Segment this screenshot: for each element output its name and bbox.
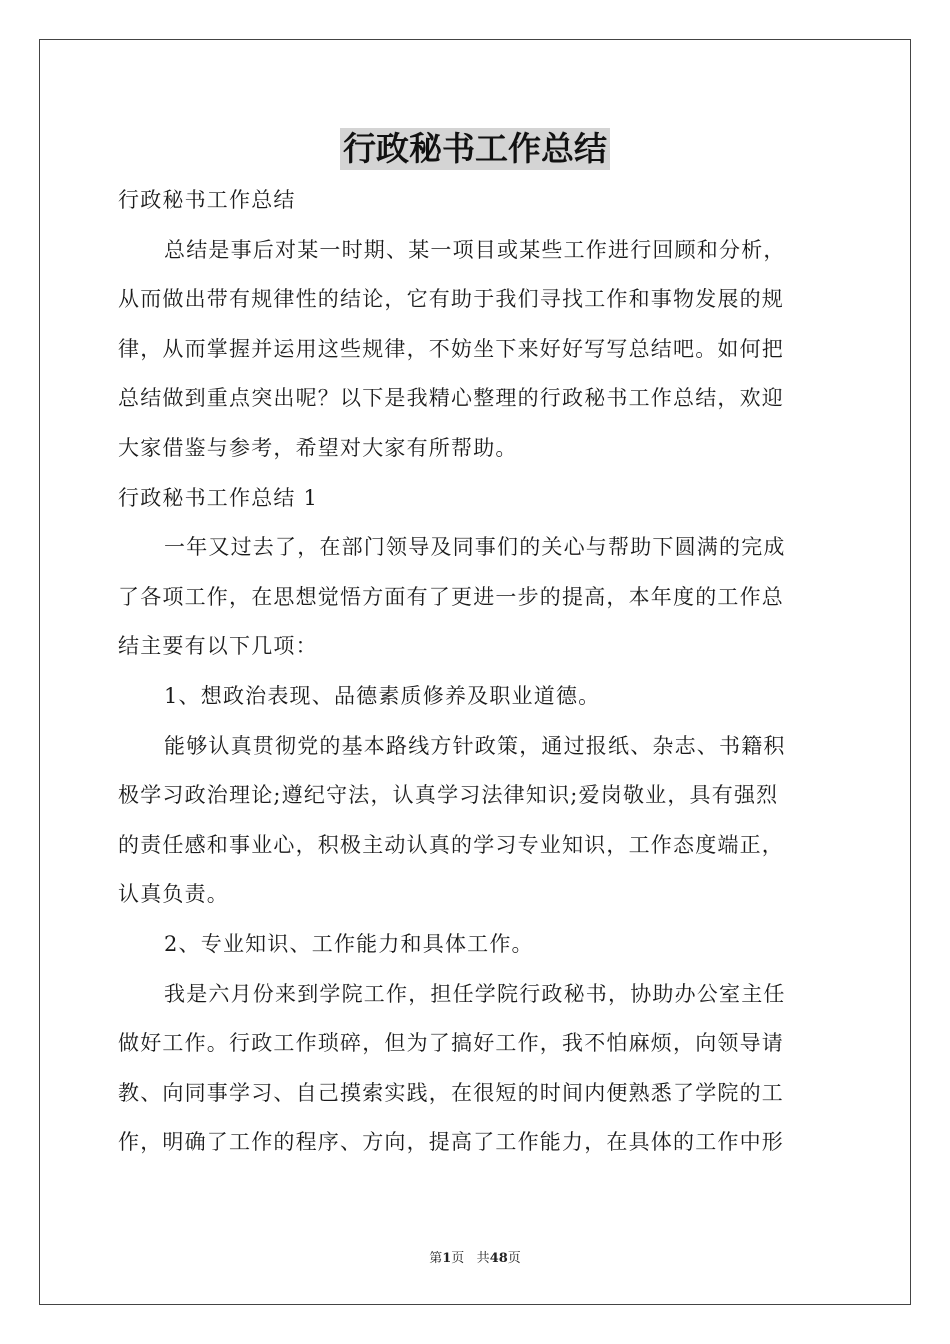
- text-line: 作，明确了工作的程序、方向，提高了工作能力，在具体的工作中形: [118, 1130, 784, 1155]
- item1-paragraph: [118, 722, 834, 920]
- text-line: 极学习政治理论;遵纪守法，认真学习法律知识;爱岗敬业，具有强烈: [118, 783, 779, 808]
- document-subtitle: 行政秘书工作总结: [118, 188, 296, 212]
- document-body: [118, 176, 834, 1168]
- text-line: 能够认真贯彻党的基本路线方针政策，通过报纸、杂志、书籍积: [164, 733, 786, 758]
- intro-paragraph: [118, 226, 834, 474]
- document-title-text: 行政秘书工作总结: [340, 128, 610, 170]
- text-line: 教、向同事学习、自己摸索实践，在很短的时间内便熟悉了学院的工: [118, 1080, 784, 1105]
- page-current: 1: [442, 1251, 452, 1266]
- text-line: 大家借鉴与参考，希望对大家有所帮助。: [118, 435, 518, 460]
- text-line: 认真负责。: [118, 882, 229, 907]
- text-line: 一年又过去了，在部门领导及同事们的关心与帮助下圆满的完成: [164, 535, 786, 560]
- page-total: 48: [489, 1251, 508, 1266]
- text-line: 律，从而掌握并运用这些规律，不妨坐下来好好写写总结吧。如何把: [118, 336, 784, 361]
- page-footer: [0, 1247, 950, 1266]
- total-prefix: 共: [476, 1251, 490, 1266]
- page-prefix: 第: [429, 1251, 443, 1266]
- item1-heading: 1、想政治表现、品德素质修养及职业道德。: [164, 683, 601, 708]
- text-line: 的责任感和事业心，积极主动认真的学习专业知识，工作态度端正，: [118, 832, 784, 857]
- document-title: [0, 128, 950, 170]
- item2-paragraph: [118, 970, 834, 1168]
- text-line: 总结做到重点突出呢？以下是我精心整理的行政秘书工作总结，欢迎: [118, 386, 784, 411]
- text-line: 结主要有以下几项：: [118, 634, 318, 659]
- page-unit: 页: [451, 1251, 465, 1266]
- total-unit: 页: [507, 1251, 521, 1266]
- text-line: 了各项工作，在思想觉悟方面有了更进一步的提高，本年度的工作总: [118, 584, 784, 609]
- text-line: 我是六月份来到学院工作，担任学院行政秘书，协助办公室主任: [164, 981, 786, 1006]
- text-line: 从而做出带有规律性的结论，它有助于我们寻找工作和事物发展的规: [118, 287, 784, 312]
- text-line: 总结是事后对某一时期、某一项目或某些工作进行回顾和分析，: [164, 237, 786, 262]
- text-line: 做好工作。行政工作琐碎，但为了搞好工作，我不怕麻烦，向领导请: [118, 1031, 784, 1056]
- section1-paragraph: [118, 523, 834, 672]
- section-heading: 行政秘书工作总结 1: [118, 485, 319, 510]
- item2-heading: 2、专业知识、工作能力和具体工作。: [164, 931, 534, 956]
